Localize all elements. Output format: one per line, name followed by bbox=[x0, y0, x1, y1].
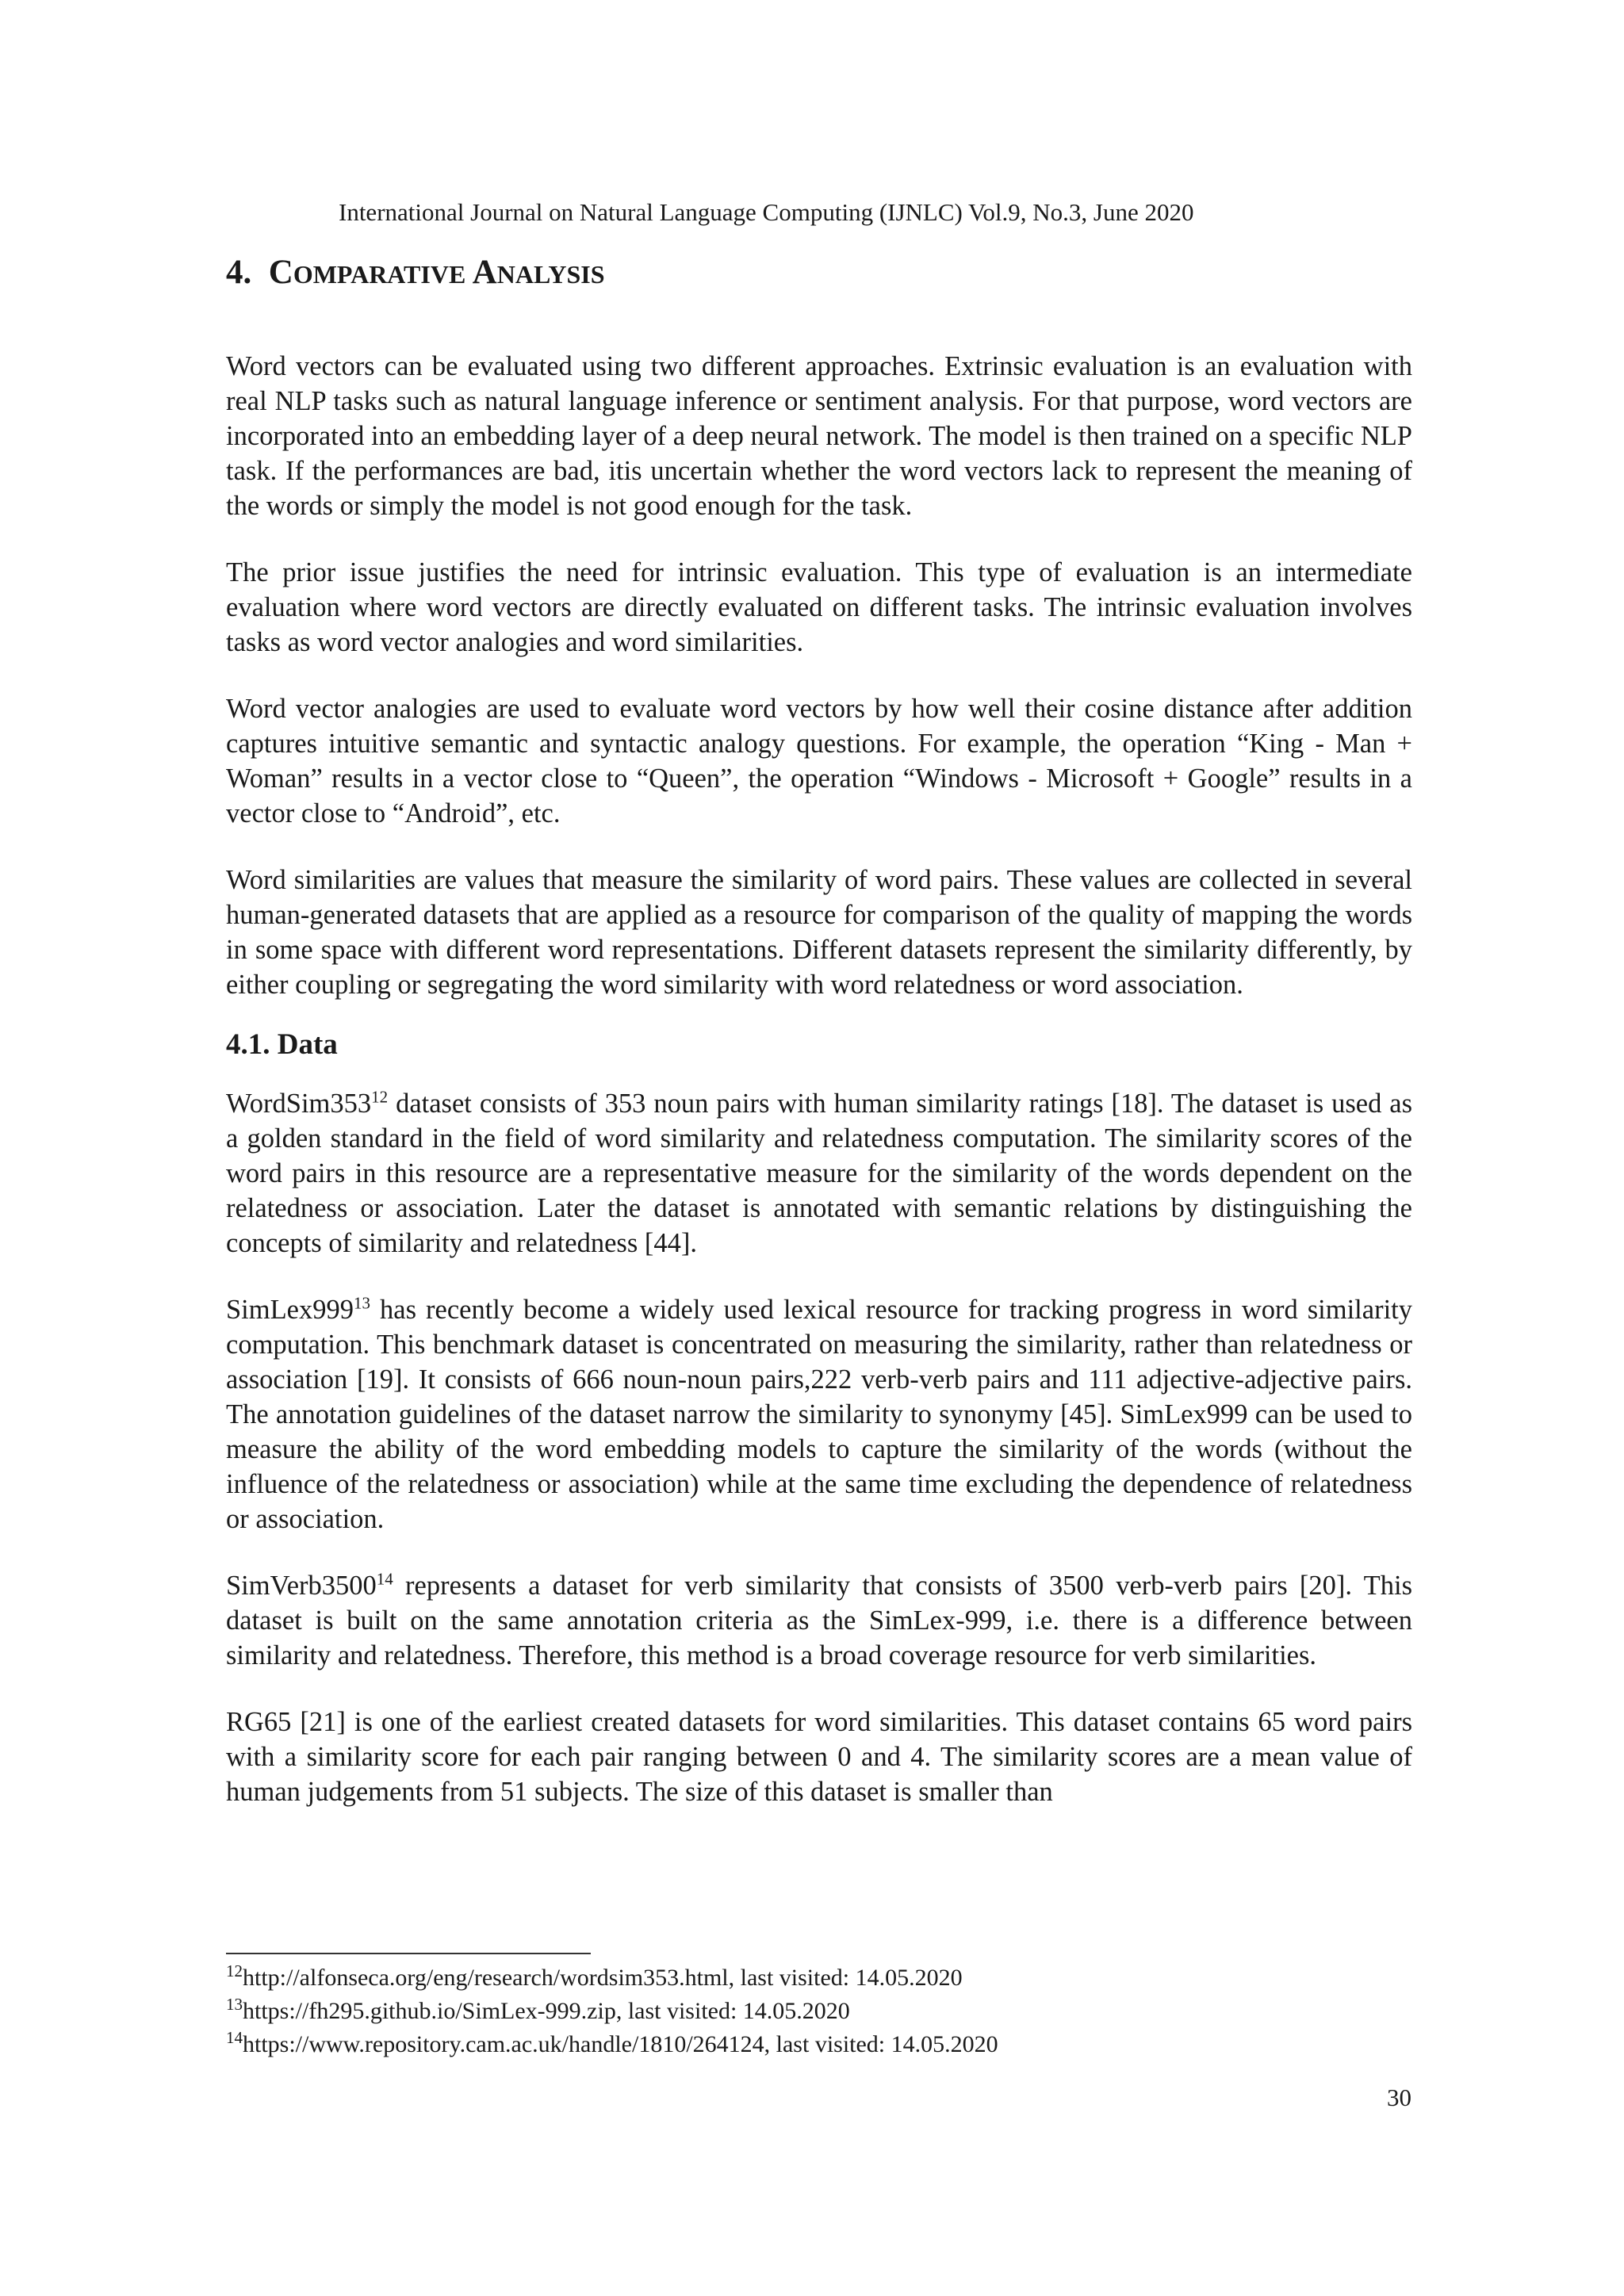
dataset-name-wordsim: WordSim353 bbox=[226, 1089, 372, 1119]
dataset-name-simverb: SimVerb3500 bbox=[226, 1571, 377, 1601]
footnote-item bbox=[226, 1995, 998, 2028]
running-header: International Journal on Natural Language Computing (IJNLC) Vol.9, No.3, June 2020 bbox=[339, 198, 1194, 226]
page-content bbox=[226, 251, 1412, 1809]
paragraph-simlex bbox=[226, 1292, 1412, 1536]
footnote-divider bbox=[226, 1953, 591, 1954]
footnote-ref-13: 13 bbox=[354, 1293, 370, 1313]
page-number: 30 bbox=[1387, 2084, 1411, 2111]
footnote-item bbox=[226, 1961, 998, 1995]
subsection-heading: 4.1. Data bbox=[226, 1028, 338, 1061]
paragraph-intrinsic: The prior issue justifies the need for intrinsic evaluation. This type of evaluation is an intermediate evaluation where word vectors are directly evaluated on different tasks. The intrinsic evaluation involves tasks as word vector analogies and word similarities. bbox=[226, 557, 1412, 657]
wordsim-description: dataset consists of 353 noun pairs with human similarity ratings [18]. The dataset is used as a golden standard in the field of word similarity and relatedness computation. The similarity scores of the word pairs in this resource are a representative measure for the similarity of the words dependent on the relatedness or association. Later the dataset is annotated with semantic relations by distinguishing the concepts of similarity and relatedness [44]. bbox=[226, 1089, 1412, 1258]
section-heading bbox=[226, 251, 1412, 297]
footnote-ref-14: 14 bbox=[376, 1569, 393, 1589]
footnote-link[interactable]: https://fh295.github.io/SimLex-999.zip, last visited: 14.05.2020 bbox=[243, 1998, 850, 2024]
simverb-description: represents a dataset for verb similarity that consists of 3500 verb-verb pairs [20]. This dataset is built on the same annotation criteria as the SimLex-999, i.e. there is a difference between similarity and relatedness. Therefore, this method is a broad coverage resource for verb similarities. bbox=[226, 1571, 1412, 1670]
footnote-link[interactable]: http://alfonseca.org/eng/research/wordsim353.html, last visited: 14.05.2020 bbox=[243, 1965, 963, 1991]
paragraph-simverb bbox=[226, 1568, 1412, 1673]
section-title-rest: OMPARATIVE bbox=[293, 260, 466, 289]
footnote-number: 12 bbox=[226, 1961, 243, 1980]
footnote-number: 13 bbox=[226, 1995, 243, 2014]
section-title-rest-2: NALYSIS bbox=[496, 260, 605, 289]
simlex-description: has recently become a widely used lexical resource for tracking progress in word similarity computation. This benchmark dataset is concentrated on measuring the similarity, rather than relatedness or association [19]. It consists of 666 noun-noun pairs,222 verb-verb pairs and 111 adjective-adjective pairs. The annotation guidelines of the dataset narrow the similarity to synonymy [45]. SimLex999 can be used to measure the ability of the word embedding models to capture the similarity of the words (without the influence of the relatedness or association) while at the same time excluding the dependence of relatedness or association. bbox=[226, 1295, 1412, 1534]
section-title-a: A bbox=[472, 254, 497, 291]
footnotes bbox=[226, 1961, 998, 2061]
section-title-c: C bbox=[268, 254, 293, 291]
footnote-item bbox=[226, 2028, 998, 2061]
dataset-name-simlex: SimLex999 bbox=[226, 1295, 354, 1325]
paragraph-analogies: Word vector analogies are used to evaluate word vectors by how well their cosine distance after addition captures intuitive semantic and syntactic analogy questions. For example, the operation “King - Man + Woman” results in a vector close to “Queen”, the operation “Windows - Microsoft + Google” results in a vector close to “Android”, etc. bbox=[226, 694, 1412, 828]
paragraph-extrinsic: Word vectors can be evaluated using two different approaches. Extrinsic evaluation is an evaluation with real NLP tasks such as natural language inference or sentiment analysis. For that purpose, word vectors are incorporated into an embedding layer of a deep neural network. The model is then trained on a specific NLP task. If the performances are bad, itis uncertain whether the word vectors lack to represent the meaning of the words or simply the model is not good enough for the task. bbox=[226, 351, 1412, 521]
paragraph-rg65: RG65 [21] is one of the earliest created datasets for word similarities. This dataset contains 65 word pairs with a similarity score for each pair ranging between 0 and 4. The similarity scores are a mean value of human judgements from 51 subjects. The size of this dataset is smaller than bbox=[226, 1707, 1412, 1807]
paragraph-wordsim bbox=[226, 1086, 1412, 1261]
footnote-ref-12: 12 bbox=[371, 1087, 389, 1107]
section-number: 4. bbox=[226, 254, 252, 291]
footnote-link[interactable]: https://www.repository.cam.ac.uk/handle/1810/264124, last visited: 14.05.2020 bbox=[243, 2031, 998, 2057]
paragraph-similarities: Word similarities are values that measure the similarity of word pairs. These values are collected in several human-generated datasets that are applied as a resource for comparison of the quality of mapping the words in some space with different word representations. Different datasets represent the similarity differently, by either coupling or segregating the word similarity with word relatedness or word association. bbox=[226, 865, 1412, 1000]
footnote-number: 14 bbox=[226, 2028, 243, 2047]
